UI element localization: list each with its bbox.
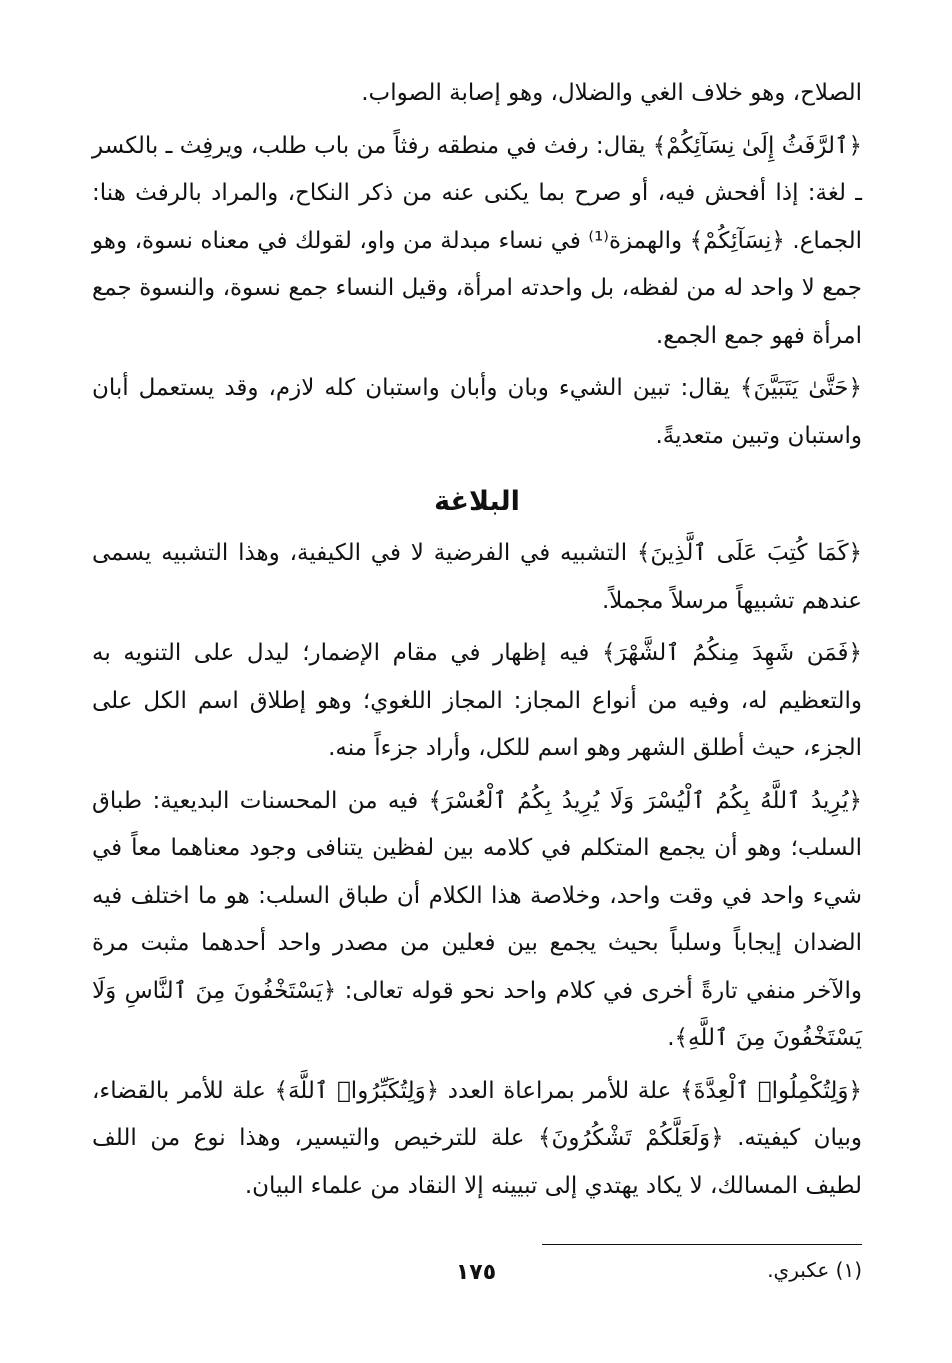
- paragraph-balagha-majaz: ﴿فَمَن شَهِدَ مِنكُمُ ٱلشَّهْرَ﴾ فيه إظهار في مقام الإضمار؛ ليدل على التنويه به والتعظيم له، وفيه من أنواع المجاز: المجاز اللغوي؛ وهو إطلاق اسم الكل على الجزء، حيث أطلق الشهر وهو اسم للكل، وأراد جزءاً منه.: [92, 640, 862, 761]
- footnote-divider: [542, 1244, 862, 1245]
- footnote: (١) عكبري.: [767, 1258, 862, 1282]
- paragraph-vocab-yatabayyan: ﴿حَتَّىٰ يَتَبَيَّنَ﴾ يقال: تبين الشيء وبان وأبان واستبان كله لازم، وقد يستعمل أبان واستبان وتبين متعديةً.: [92, 375, 862, 449]
- paragraph-balagha-illa: ﴿وَلِتُكْمِلُوا۟ ٱلْعِدَّةَ﴾ علة للأمر بمراعاة العدد ﴿وَلِتُكَبِّرُوا۟ ٱللَّهَ﴾ علة للأمر بالقضاء، وبيان كيفيته. ﴿وَلَعَلَّكُمْ تَشْكُرُونَ﴾ علة للترخيص والتيسير، وهذا نوع من اللف لطيف المسالك، لا يكاد يهتدي إلى تبيينه إلا النقاد من علماء البيان.: [92, 1077, 862, 1199]
- paragraph-vocab-1: الصلاح، وهو خلاف الغي والضلال، وهو إصابة الصواب.: [361, 80, 862, 106]
- paragraph-balagha-tibaq: ﴿يُرِيدُ ٱللَّهُ بِكُمُ ٱلْيُسْرَ وَلَا يُرِيدُ بِكُمُ ٱلْعُسْرَ﴾ فيه من المحسنات البديعية: طباق السلب؛ وهو أن يجمع المتكلم في كلامه بين لفظين يتنافى وجود معناهما معاً في شيء واحد في وقت واحد، وخلاصة هذا الكلام أن طباق السلب: هو ما اختلف فيه الضدان إيجاباً وسلباً بحيث يجمع بين فعلين من مصدر واحد أحدهما مثبت مرة والآخر منفي تارةً أخرى في كلام واحد نحو قوله تعالى: ﴿يَسْتَخْفُونَ مِنَ ٱلنَّاسِ وَلَا يَسْتَخْفُونَ مِنَ ٱللَّهِ﴾.: [92, 787, 862, 1051]
- page-body: [92, 70, 862, 1323]
- section-heading: البلاغة: [434, 486, 520, 517]
- paragraph-vocab-rafath: ﴿ٱلرَّفَثُ إِلَىٰ نِسَآئِكُمْ﴾ يقال: رفث في منطقه رفثاً من باب طلب، ويرفِث ـ بالكسر ـ لغة: إذا أفحش فيه، أو صرح بما يكنى عنه من ذكر النكاح، والمراد بالرفث هنا: الجماع. ﴿نِسَآئِكُمْ﴾ والهمزة⁽¹⁾ في نساء مبدلة من واو، لقولك في معناه نسوة، وهو جمع لا واحد له من لفظه، بل واحدته امرأة، وقيل النساء جمع نسوة، والنسوة جمع امرأة فهو جمع الجمع.: [92, 132, 862, 349]
- paragraph-balagha-tashbih: ﴿كَمَا كُتِبَ عَلَى ٱلَّذِينَ﴾ التشبيه في الفرضية لا في الكيفية، وهذا التشبيه يسمى عندهم تشبيهاً مرسلاً مجملاً.: [92, 540, 862, 614]
- page-number: ١٧٥: [455, 1260, 497, 1285]
